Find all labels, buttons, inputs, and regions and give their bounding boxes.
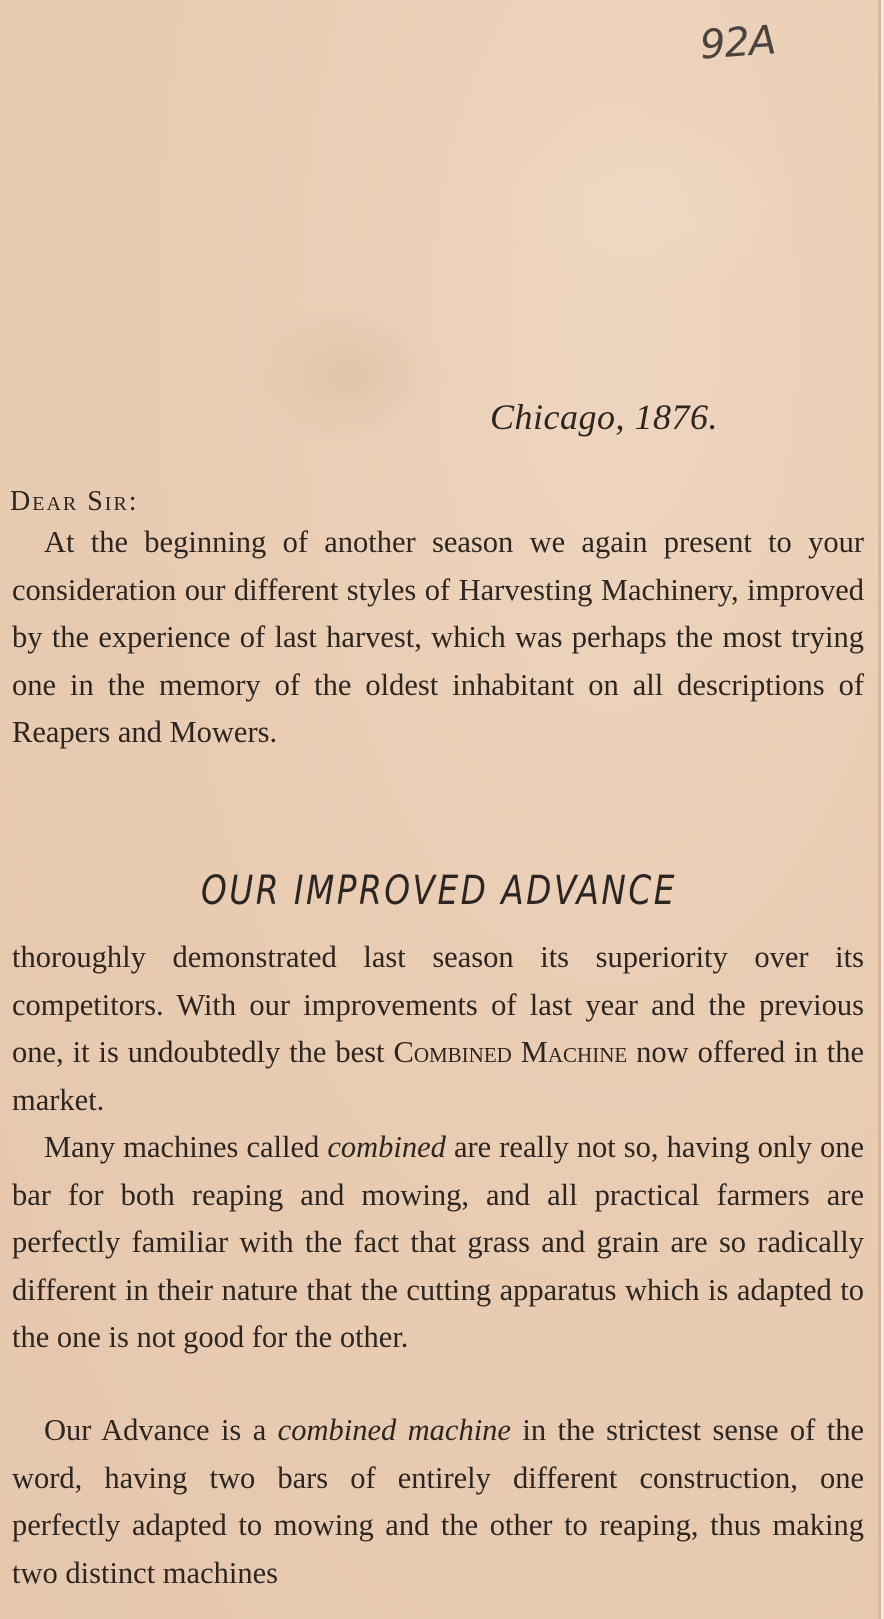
salutation: Dear Sir:: [10, 486, 139, 517]
paragraph-combined: [12, 1124, 864, 1362]
paragraph-advance: [12, 934, 864, 1124]
paper-stain: [500, 120, 800, 290]
paragraph-text: now offered in the market.: [12, 1035, 864, 1117]
paragraph-text: are really not so, having only one bar for both reaping and mowing, and all practical farmers are perfectly familiar with the fact that grass and grain are so radically different in their nature that the cutting apparatus which is adapted to the one is not good for the other.: [12, 1130, 864, 1354]
paragraph-text: thoroughly demonstrated last season its superiority over its competitors. With our improvements of last year and the previous one, it is undoubtedly the best: [12, 940, 864, 1069]
paragraph-emphasis: combined: [327, 1130, 446, 1164]
paragraph-emphasis: combined machine: [277, 1413, 511, 1447]
paragraph-text: Many machines called: [44, 1130, 328, 1164]
paper-stain: [250, 300, 450, 450]
paragraph-emphasis: Combined Machine: [393, 1035, 628, 1069]
archive-number: 92A: [698, 17, 777, 69]
paragraph-text: in the strictest sense of the word, having two bars of entirely different construction, one perfectly adapted to mowing and the other to reaping, thus making two distinct machines: [12, 1413, 864, 1590]
paragraph-intro: At the beginning of another season we again present to your consideration our different styles of Harvesting Machinery, improved by the experience of last harvest, which was perhaps the most trying one in the memory of the oldest inhabitant on all descriptions of Reapers and Mowers.: [12, 525, 864, 749]
dateline: Chicago, 1876.: [490, 397, 718, 437]
paragraph-two-bars: [12, 1407, 864, 1597]
paragraph-text: Our Advance is a: [44, 1413, 278, 1447]
section-heading: OUR IMPROVED ADVANCE: [201, 868, 677, 914]
